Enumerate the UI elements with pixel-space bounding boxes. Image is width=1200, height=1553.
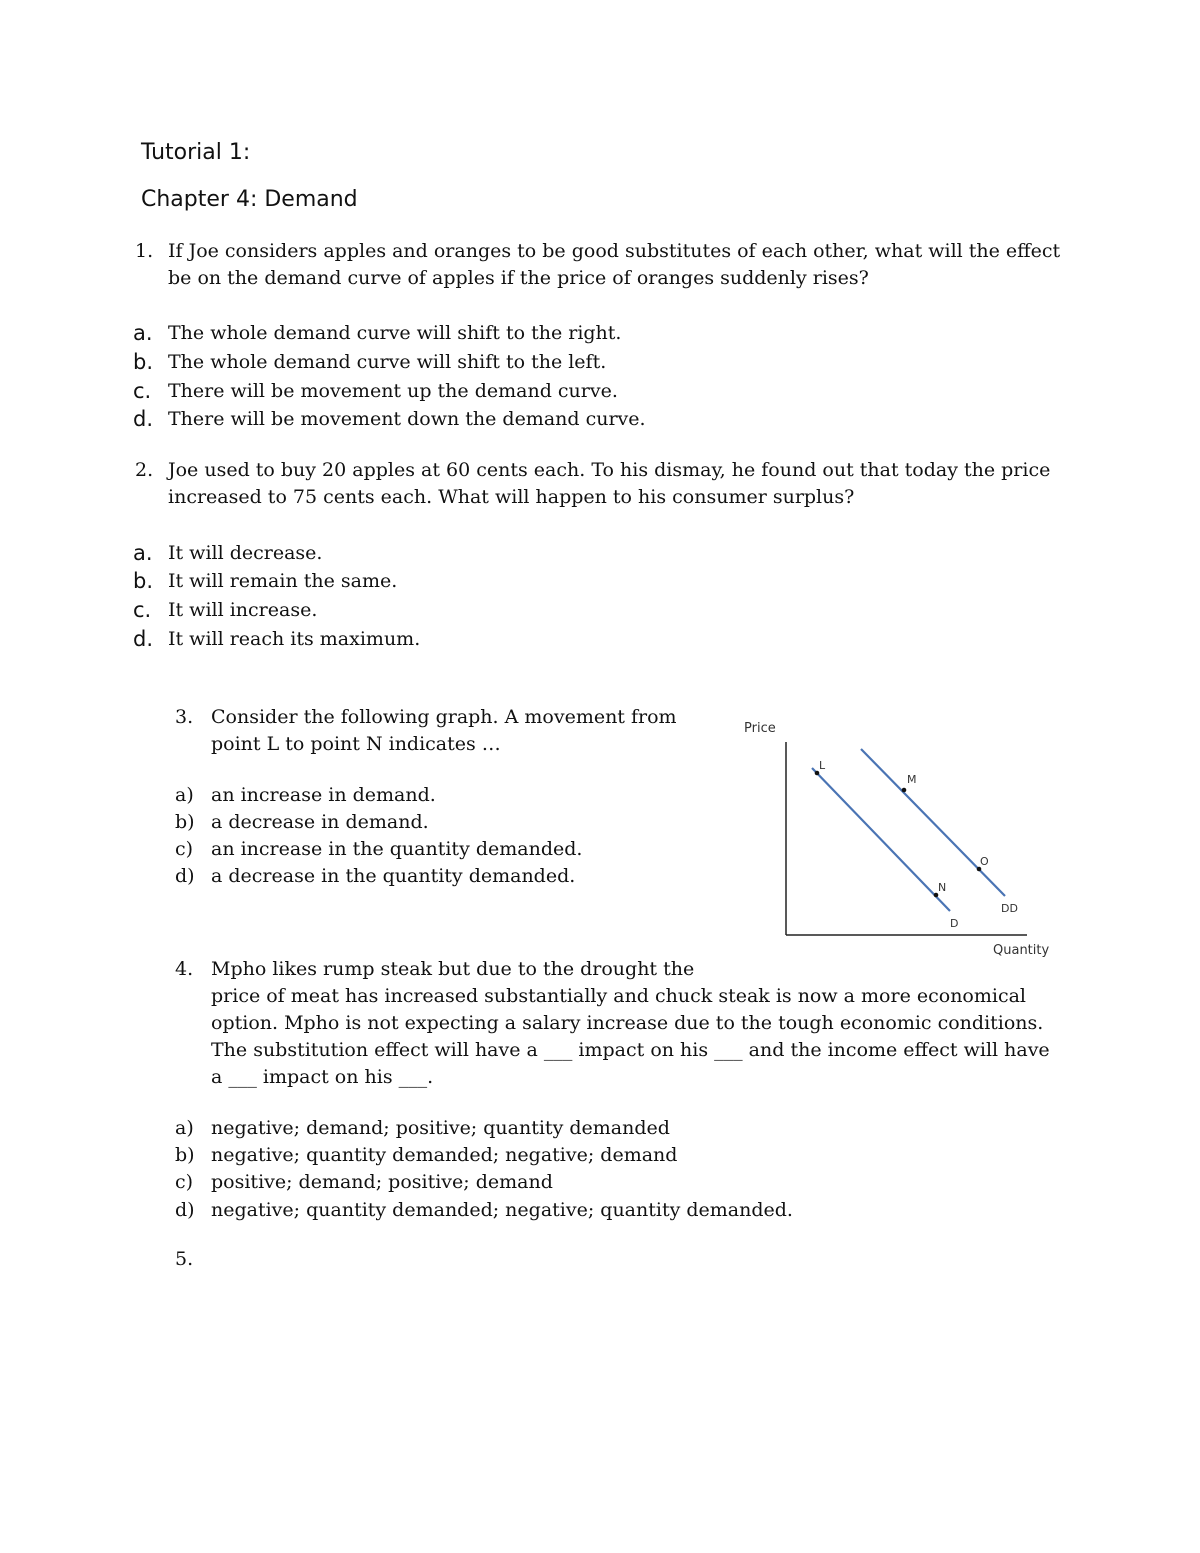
- option-letter: b.: [133, 569, 154, 593]
- question-text-line: point L to point N indicates …: [211, 733, 501, 755]
- option-text: negative; demand; positive; quantity demanded: [211, 1117, 670, 1139]
- option-text: There will be movement up the demand curve.: [168, 380, 618, 402]
- option-text: an increase in the quantity demanded.: [211, 838, 583, 860]
- option-1a[interactable]: [133, 319, 621, 348]
- page-title: Tutorial 1:: [141, 140, 251, 165]
- point-n-label: N: [938, 881, 947, 894]
- question-4: [175, 956, 1075, 1091]
- option-letter: c.: [133, 379, 152, 403]
- question-text-line: The substitution effect will have a ___ impact on his ___ and the income effect will have: [211, 1039, 1050, 1061]
- option-text: a decrease in the quantity demanded.: [211, 865, 576, 887]
- question-2: [135, 457, 1075, 511]
- option-letter: a): [175, 1117, 194, 1139]
- point-o-label: O: [980, 855, 989, 868]
- question-text-line: Mpho likes rump steak but due to the drought the: [211, 958, 695, 980]
- option-text: The whole demand curve will shift to the right.: [168, 322, 622, 344]
- question-text-line: Joe used to buy 20 apples at 60 cents each. To his dismay, he found out that today the price: [168, 459, 1051, 481]
- question-3: [175, 704, 715, 758]
- option-text: It will remain the same.: [168, 570, 398, 592]
- question-number: 4.: [175, 958, 194, 980]
- option-letter: a): [175, 784, 194, 806]
- option-1b[interactable]: [133, 348, 606, 377]
- point-m-label: M: [907, 773, 917, 786]
- option-letter: d.: [133, 627, 154, 651]
- question-number: 1.: [135, 240, 154, 262]
- option-letter: a.: [133, 541, 153, 565]
- question-5: [175, 1246, 193, 1273]
- question-text-line: be on the demand curve of apples if the price of oranges suddenly rises?: [168, 267, 869, 289]
- option-text: It will increase.: [168, 599, 318, 621]
- question-number: 2.: [135, 459, 154, 481]
- quantity-axis-label: Quantity: [993, 943, 1050, 958]
- option-text: negative; quantity demanded; negative; demand: [211, 1144, 678, 1166]
- option-text: negative; quantity demanded; negative; quantity demanded.: [211, 1199, 793, 1221]
- option-3b[interactable]: [175, 808, 429, 837]
- option-text: It will reach its maximum.: [168, 628, 421, 650]
- option-4a[interactable]: [175, 1114, 670, 1143]
- demand-graph: [735, 712, 1065, 964]
- option-letter: c.: [133, 598, 152, 622]
- option-2a[interactable]: [133, 539, 322, 568]
- option-3d[interactable]: [175, 862, 575, 891]
- option-letter: d): [175, 1199, 195, 1221]
- point-m-marker: [902, 788, 907, 793]
- option-1d[interactable]: [133, 405, 646, 434]
- question-text-line: a ___ impact on his ___.: [211, 1066, 434, 1088]
- question-text-line: price of meat has increased substantially and chuck steak is now a more economical: [211, 985, 1027, 1007]
- option-2b[interactable]: [133, 567, 397, 596]
- option-2c[interactable]: [133, 596, 317, 625]
- question-number: 3.: [175, 706, 194, 728]
- question-text-line: option. Mpho is not expecting a salary increase due to the tough economic conditions.: [211, 1012, 1044, 1034]
- curve-d-label: D: [950, 917, 959, 930]
- option-letter: b): [175, 811, 195, 833]
- question-text-line: increased to 75 cents each. What will happen to his consumer surplus?: [168, 486, 855, 508]
- option-letter: d): [175, 865, 195, 887]
- curve-dd-label: DD: [1001, 902, 1018, 915]
- option-letter: a.: [133, 321, 153, 345]
- question-text-line: If Joe considers apples and oranges to be good substitutes of each other, what will the effect: [168, 240, 1061, 262]
- option-text: an increase in demand.: [211, 784, 436, 806]
- option-2d[interactable]: [133, 625, 420, 654]
- option-letter: c): [175, 1171, 194, 1193]
- option-3c[interactable]: [175, 835, 582, 864]
- demand-curve-d: [812, 768, 950, 911]
- option-3a[interactable]: [175, 781, 436, 810]
- demand-curve-dd: [861, 749, 1005, 896]
- option-letter: b.: [133, 350, 154, 374]
- option-1c[interactable]: [133, 377, 618, 406]
- option-text: There will be movement down the demand curve.: [168, 408, 646, 430]
- option-text: The whole demand curve will shift to the left.: [168, 351, 607, 373]
- option-letter: b): [175, 1144, 195, 1166]
- option-text: a decrease in demand.: [211, 811, 429, 833]
- option-4b[interactable]: [175, 1141, 677, 1170]
- question-1: [135, 238, 1075, 292]
- question-text-line: Consider the following graph. A movement from: [211, 706, 677, 728]
- option-letter: c): [175, 838, 194, 860]
- question-number: 5.: [175, 1248, 194, 1270]
- option-text: It will decrease.: [168, 542, 323, 564]
- option-4d[interactable]: [175, 1196, 793, 1225]
- price-axis-label: Price: [744, 721, 776, 736]
- option-letter: d.: [133, 407, 154, 431]
- chapter-heading: Chapter 4: Demand: [141, 187, 358, 212]
- option-text: positive; demand; positive; demand: [211, 1171, 553, 1193]
- option-4c[interactable]: [175, 1168, 553, 1197]
- point-l-label: L: [819, 759, 826, 772]
